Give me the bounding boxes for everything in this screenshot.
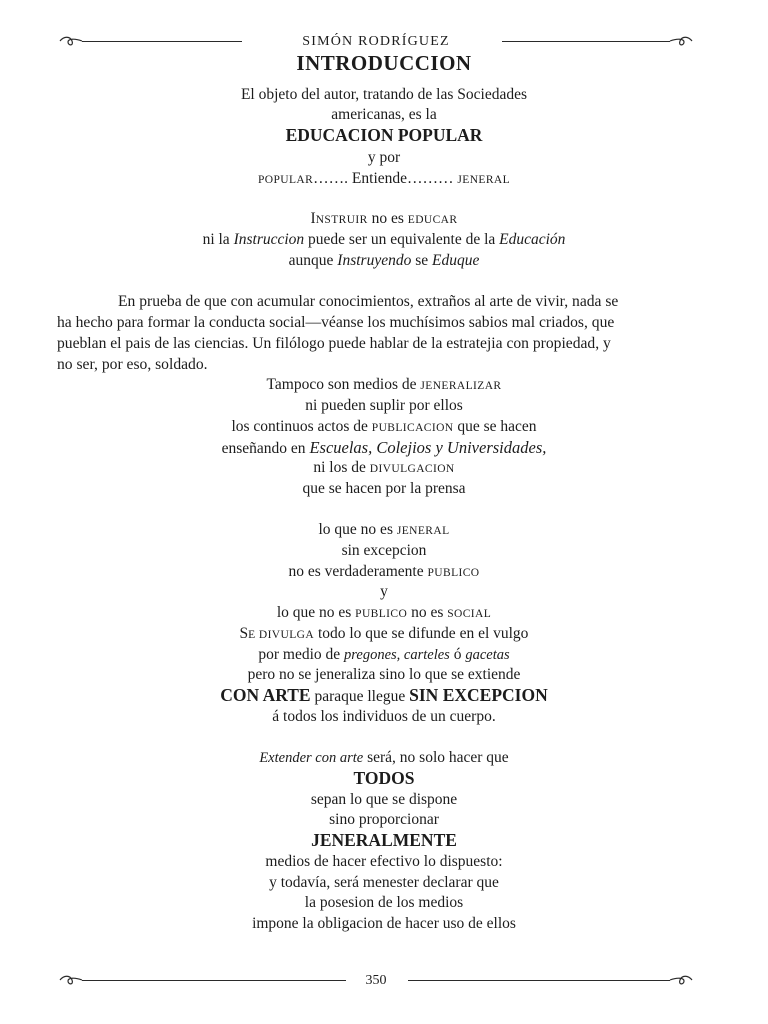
right-flourish-icon bbox=[668, 973, 694, 989]
extender-line-6: la posesion de los medios bbox=[304, 894, 464, 911]
footer-rule bbox=[58, 971, 694, 991]
intro-line-4: POPULAR……. Entiende……… JENERAL bbox=[257, 170, 511, 187]
header-rule bbox=[58, 32, 694, 52]
tampoco-line-2: ni pueden suplir por ellos bbox=[305, 397, 463, 414]
heading-todos: TODOS bbox=[353, 768, 415, 788]
intro-line-1: El objeto del autor, tratando de las Sociedades bbox=[240, 86, 528, 103]
jeneral-line-10: á todos los individuos de un cuerpo. bbox=[272, 708, 496, 725]
jeneral-line-1: lo que no es JENERAL bbox=[318, 521, 450, 538]
jeneral-line-8: pero no se jeneraliza sino lo que se extiende bbox=[247, 666, 521, 683]
paragraph-line-4: no ser, por eso, soldado. bbox=[57, 356, 208, 373]
heading-jeneralmente: JENERALMENTE bbox=[311, 830, 457, 850]
instruir-line-2: ni la Instruccion puede ser un equivalente de la Educación bbox=[202, 231, 566, 248]
heading-educacion-popular: EDUCACION POPULAR bbox=[285, 125, 483, 145]
jeneral-line-7: por medio de pregones, carteles ó gacetas bbox=[258, 646, 510, 663]
running-head: SIMÓN RODRÍGUEZ bbox=[302, 34, 450, 49]
extender-line-3: sino proporcionar bbox=[329, 811, 439, 828]
jeneral-line-4: y bbox=[380, 583, 388, 600]
extender-line-7: impone la obligacion de hacer uso de ellos bbox=[252, 915, 516, 932]
tampoco-line-1: Tampoco son medios de JENERALIZAR bbox=[266, 376, 502, 393]
extender-line-4: medios de hacer efectivo lo dispuesto: bbox=[265, 853, 503, 870]
page-title: INTRODUCCION bbox=[296, 51, 472, 75]
jeneral-line-3: no es verdaderamente PUBLICO bbox=[288, 563, 480, 580]
tampoco-line-6: que se hacen por la prensa bbox=[302, 480, 466, 497]
instruir-line-3: aunque Instruyendo se Eduque bbox=[288, 252, 480, 269]
extender-line-1: Extender con arte será, no solo hacer que bbox=[259, 749, 509, 766]
paragraph-line-1: En prueba de que con acumular conocimientos, extraños al arte de vivir, nada se bbox=[118, 293, 619, 310]
intro-line-2: americanas, es la bbox=[331, 106, 437, 123]
paragraph-line-3: pueblan el pais de las ciencias. Un filólogo puede hablar de la estratejia con propiedad, y bbox=[57, 335, 611, 352]
jeneral-line-5: lo que no es PUBLICO no es SOCIAL bbox=[276, 604, 492, 621]
tampoco-line-5: ni los de DIVULGACION bbox=[313, 459, 455, 476]
extender-line-2: sepan lo que se dispone bbox=[310, 791, 458, 808]
jeneral-line-6: SE DIVULGA todo lo que se difunde en el vulgo bbox=[239, 625, 529, 642]
paragraph-line-2: ha hecho para formar la conducta social—véanse los muchísimos sabios mal criados, que bbox=[57, 314, 615, 331]
extender-line-5: y todavía, será menester declarar que bbox=[269, 874, 499, 891]
tampoco-line-3: los continuos actos de PUBLICACION que se hacen bbox=[231, 418, 537, 435]
jeneral-line-9: CON ARTE paraque llegue SIN EXCEPCION bbox=[220, 685, 548, 705]
tampoco-line-4: enseñando en Escuelas, Colejios y Universidades, bbox=[221, 438, 547, 457]
jeneral-line-2: sin excepcion bbox=[341, 542, 427, 559]
page-number: 350 bbox=[365, 973, 387, 988]
intro-line-3: y por bbox=[367, 149, 401, 166]
instruir-line-1: INSTRUIR no es EDUCAR bbox=[310, 210, 458, 227]
right-flourish-icon bbox=[668, 34, 694, 50]
